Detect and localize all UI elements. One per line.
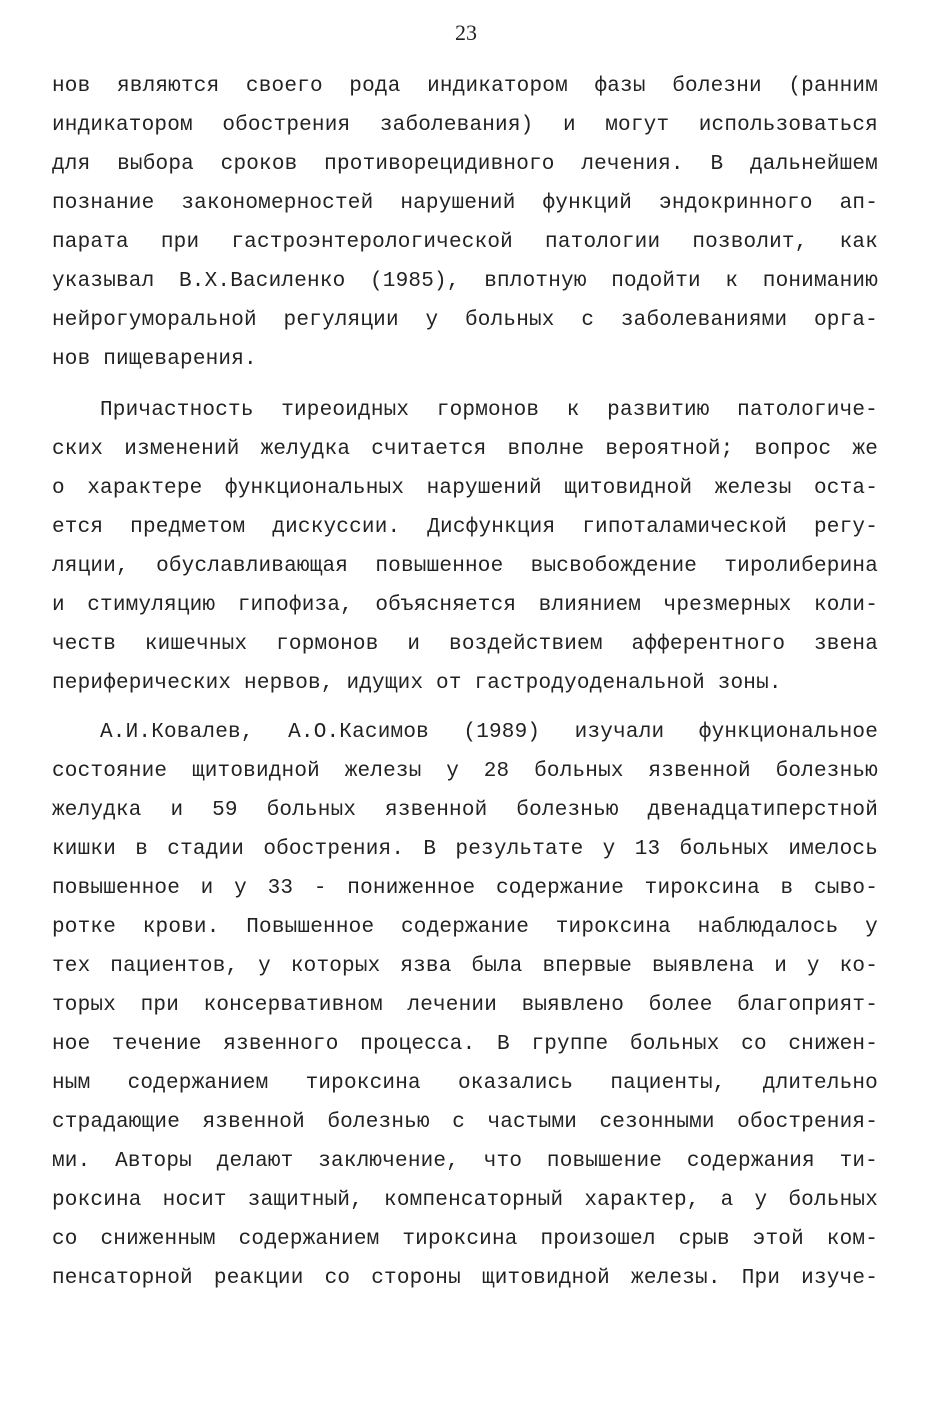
text-line: желудка и 59 больных язвенной болезнью двенадцатиперстной [52, 799, 878, 822]
text-line: познание закономерностей нарушений функций эндокринного ап- [52, 192, 878, 215]
text-line: торых при консервативном лечении выявлено более благоприят- [52, 994, 878, 1017]
text-line: ских изменений желудка считается вполне вероятной; вопрос же [52, 438, 878, 461]
text-line: честв кишечных гормонов и воздействием афферентного звена [52, 633, 878, 656]
text-line: нов являются своего рода индикатором фазы болезни (ранним [52, 75, 878, 98]
text-line: нейрогуморальной регуляции у больных с заболеваниями орга- [52, 309, 878, 332]
text-line: тех пациентов, у которых язва была впервые выявлена и у ко- [52, 955, 878, 978]
text-line: ным содержанием тироксина оказались пациенты, длительно [52, 1072, 878, 1095]
page-number: 23 [455, 20, 477, 45]
text-line: ми. Авторы делают заключение, что повышение содержания ти- [52, 1150, 878, 1173]
text-line: А.И.Ковалев, А.О.Касимов (1989) изучали функциональное [100, 721, 878, 744]
text-line: указывал В.Х.Василенко (1985), вплотную подойти к пониманию [52, 270, 878, 293]
text-line: пенсаторной реакции со стороны щитовидной железы. При изуче- [52, 1267, 878, 1290]
text-line: для выбора сроков противорецидивного лечения. В дальнейшем [52, 153, 878, 176]
text-line: состояние щитовидной железы у 28 больных язвенной болезнью [52, 760, 878, 783]
text-line: парата при гастроэнтерологической патологии позволит, как [52, 231, 878, 254]
text-line: со сниженным содержанием тироксина произошел срыв этой ком- [52, 1228, 878, 1251]
text-line: ное течение язвенного процесса. В группе больных со снижен- [52, 1033, 878, 1056]
text-line: о характере функциональных нарушений щитовидной железы оста- [52, 477, 878, 500]
text-line: повышенное и у 33 - пониженное содержание тироксина в сыво- [52, 877, 878, 900]
text-line: и стимуляцию гипофиза, объясняется влиянием чрезмерных коли- [52, 594, 878, 617]
text-line: ротке крови. Повышенное содержание тироксина наблюдалось у [52, 916, 878, 939]
text-line: индикатором обострения заболевания) и могут использоваться [52, 114, 878, 137]
text-line: периферических нервов, идущих от гастродуоденальной зоны. [52, 672, 782, 695]
text-line: ется предметом дискуссии. Дисфункция гипоталамической регу- [52, 516, 878, 539]
text-line: Причастность тиреоидных гормонов к развитию патологиче- [100, 399, 878, 422]
text-line: страдающие язвенной болезнью с частыми сезонными обострения- [52, 1111, 878, 1134]
text-line: роксина носит защитный, компенсаторный характер, а у больных [52, 1189, 878, 1212]
text-line: кишки в стадии обострения. В результате у 13 больных имелось [52, 838, 878, 861]
text-line: ляции, обуславливающая повышенное высвобождение тиролиберина [52, 555, 878, 578]
text-line: нов пищеварения. [52, 348, 257, 371]
